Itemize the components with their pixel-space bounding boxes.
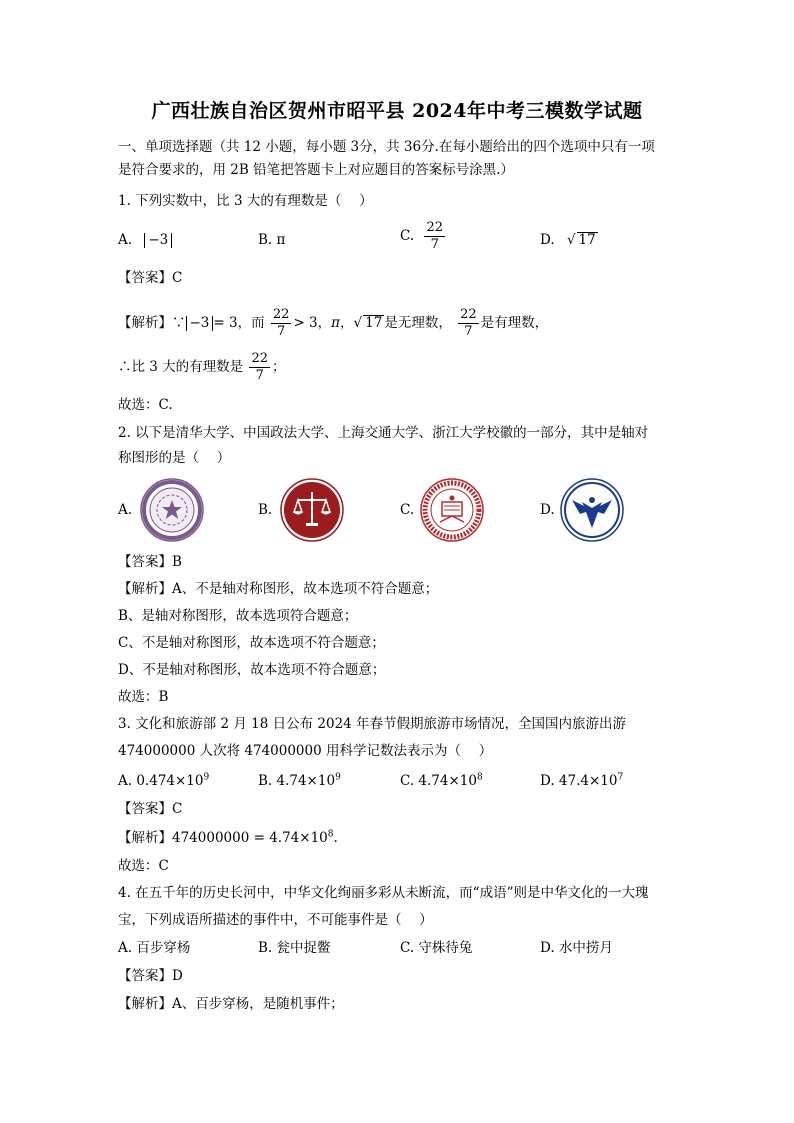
q3-option-a-exponent: 9 (203, 772, 210, 783)
q4-option-d: D. 水中捞月 (540, 940, 613, 956)
q1-option-a (118, 230, 172, 250)
q2-option-d-label: D. (540, 502, 555, 518)
fraction-denominator: 7 (464, 324, 473, 339)
fraction-numerator: 22 (460, 307, 477, 322)
sqrt-icon: √ (353, 315, 363, 331)
q1-analysis-pi: π (331, 315, 341, 331)
section-heading-line2: 是符合要求的，用 2B 铅笔把答题卡上对应题目的答案标号涂黑.） (118, 162, 514, 178)
q2-option-c-label: C. (400, 502, 415, 518)
q2-answer: 【答案】B (118, 554, 182, 570)
sjtu-emblem-icon (420, 478, 484, 542)
q3-option-c-text: C. 4.74×10 (400, 773, 477, 789)
q4-stem-line1: 4. 在五千年的历史长河中，中华文化绚丽多彩从未断流，而“成语”则是中华文化的一大瑰 (118, 885, 649, 901)
q3-analysis (118, 828, 338, 848)
q3-option-b (258, 771, 341, 791)
q1-analysis-fraction-1 (271, 307, 292, 340)
q1-answer: 【答案】C (118, 270, 183, 286)
q3-option-b-exponent: 9 (335, 772, 341, 783)
q1-option-a-label: A. (118, 232, 133, 248)
q3-option-b-text: B. 4.74×10 (258, 773, 336, 789)
sqrt-icon: √ (566, 232, 576, 248)
q4-analysis-line1: 【解析】A、百步穿杨，是随机事件； (118, 996, 344, 1012)
q1-option-a-abs: −3 (144, 233, 172, 248)
q1-option-d-radicand: 17 (578, 232, 596, 248)
q1-option-c-label: C. (400, 228, 415, 244)
q3-option-d-exponent: 7 (617, 772, 624, 783)
q1-conclusion-fraction (249, 351, 270, 384)
q3-final: 故选：C (118, 858, 169, 874)
q1-conclusion-end: ； (272, 359, 286, 375)
q2-analysis-line1: 【解析】A、不是轴对称图形，故本选项不符合题意； (118, 581, 439, 597)
q2-option-b-label: B. (258, 502, 273, 518)
q2-analysis-line2: B、是轴对称图形，故本选项符合题意； (118, 608, 358, 624)
q2-final: 故选：B (118, 689, 169, 705)
q2-stem-line2: 称图形的是（ ） (118, 450, 231, 466)
q3-option-d (540, 771, 623, 791)
q1-analysis-label: 【解析】 (118, 315, 172, 331)
q3-analysis-exponent: 8 (327, 829, 334, 840)
q1-analysis-abs: −3 (186, 316, 214, 331)
q1-option-c (400, 220, 447, 253)
q1-analysis-radicand: 17 (365, 315, 383, 331)
q2-analysis-line3: C、不是轴对称图形，故本选项不符合题意； (118, 635, 385, 651)
q1-analysis (118, 307, 548, 340)
q3-option-d-text: D. 47.4×10 (540, 773, 618, 789)
q1-conclusion-text: ∴比 3 大的有理数是 (118, 359, 244, 375)
q1-option-b: B. π (258, 232, 286, 248)
q1-analysis-part2: > 3， (293, 315, 332, 331)
page-title: 广西壮族自治区贺州市昭平县 2024年中考三模数学试题 (151, 100, 643, 122)
tsinghua-emblem-icon (140, 478, 204, 542)
section-heading-line1: 一、单项选择题（共 12 小题，每小题 3分，共 36分.在每小题给出的四个选项中只有一项 (118, 139, 655, 155)
q2-analysis-line4: D、不是轴对称图形，故本选项不符合题意； (118, 662, 386, 678)
q4-stem-line2: 宝，下列成语所描述的事件中，不可能事件是（ ） (118, 912, 433, 928)
q3-stem-line2: 474000000 人次将 474000000 用科学记数法表示为（ ） (118, 743, 493, 759)
q1-analysis-part4: 是无理数， (384, 315, 452, 331)
fraction-denominator: 7 (430, 237, 439, 252)
q3-analysis-text: 【解析】474000000 = 4.74×10 (118, 830, 328, 846)
because-icon: ∵ (172, 315, 186, 331)
fraction-denominator: 7 (277, 324, 286, 339)
q1-analysis-part5: 是有理数， (480, 315, 549, 331)
q4-option-a: A. 百步穿杨 (118, 940, 191, 956)
q3-option-c-exponent: 8 (476, 772, 483, 783)
q1-analysis-part1: = 3，而 (213, 315, 265, 331)
q1-conclusion (118, 351, 286, 384)
q1-analysis-fraction-2 (458, 307, 479, 340)
q3-stem-line1: 3. 文化和旅游部 2 月 18 日公布 2024 年春节假期旅游市场情况，全国国内旅游出游 (118, 716, 627, 732)
zju-emblem-icon (560, 478, 624, 542)
cupl-emblem-icon (280, 478, 344, 542)
q1-final: 故选：C. (118, 397, 173, 413)
q3-option-c (400, 771, 483, 791)
q1-option-c-fraction (424, 220, 445, 253)
q3-option-a-text: A. 0.474×10 (118, 773, 204, 789)
q1-stem: 1. 下列实数中，比 3 大的有理数是（ ） (118, 193, 373, 209)
q3-analysis-end: . (333, 830, 338, 846)
q1-option-d-label: D. (540, 232, 555, 248)
q2-option-a-label: A. (118, 502, 133, 518)
q4-option-b: B. 瓮中捉鳖 (258, 940, 331, 956)
q3-answer: 【答案】C (118, 801, 183, 817)
fraction-numerator: 22 (426, 220, 443, 235)
fraction-numerator: 22 (272, 307, 290, 322)
q2-stem-line1: 2. 以下是清华大学、中国政法大学、上海交通大学、浙江大学校徽的一部分，其中是轴对 (118, 425, 649, 441)
q4-option-c: C. 守株待兔 (400, 940, 473, 956)
fraction-denominator: 7 (255, 368, 264, 383)
q3-option-a (118, 771, 209, 791)
q4-answer: 【答案】D (118, 968, 183, 984)
fraction-numerator: 22 (251, 351, 269, 366)
q1-analysis-part3: ， (340, 315, 354, 331)
q1-option-d (540, 230, 598, 250)
